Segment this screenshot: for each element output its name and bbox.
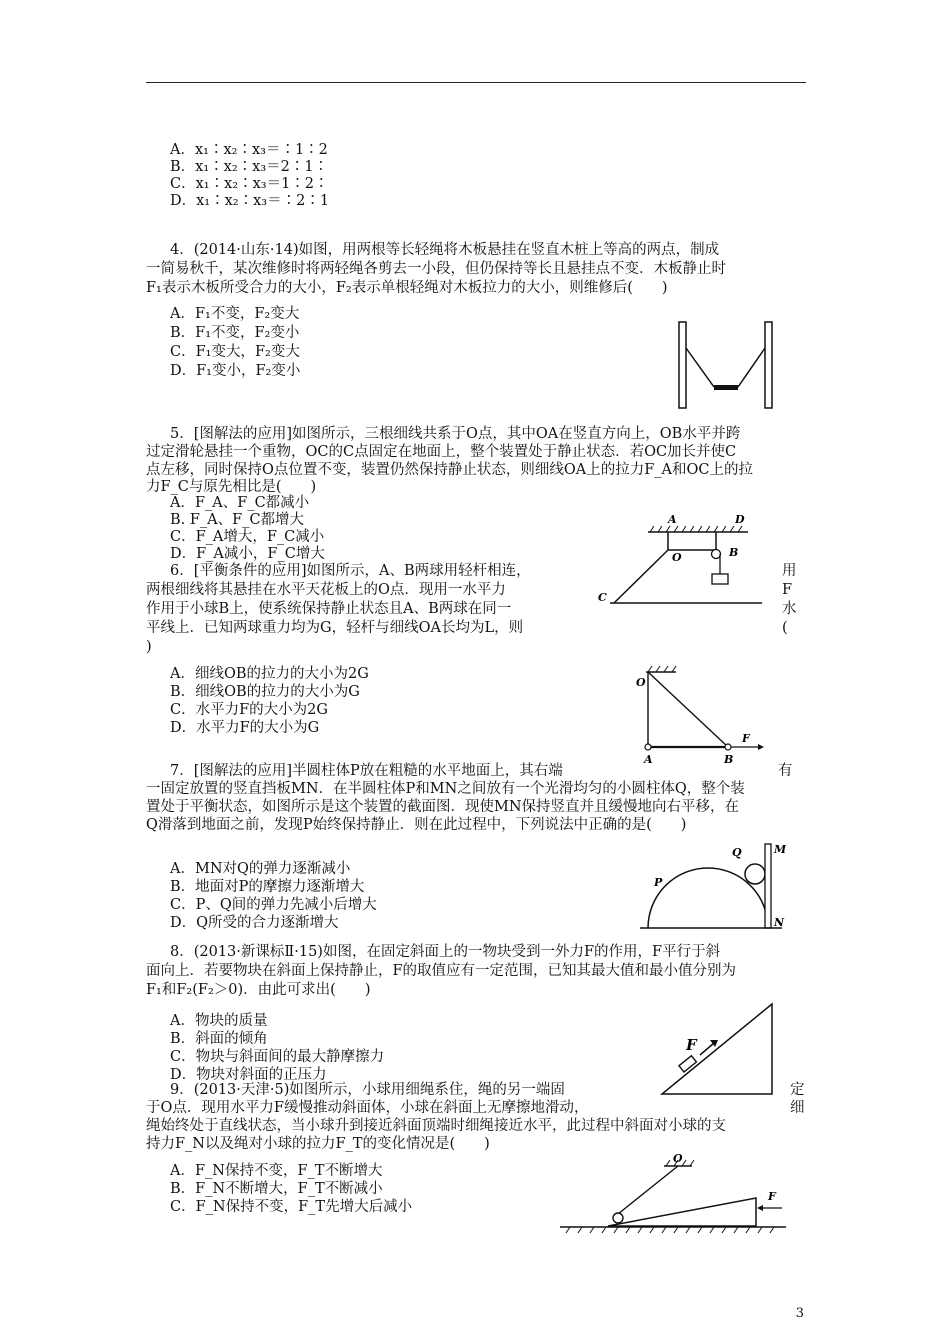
q8-label-f: F: [686, 1036, 697, 1054]
q9-label-o: O: [673, 1152, 683, 1165]
q3-option-b: B．x₁∶x₂∶x₃＝2∶1∶: [170, 159, 329, 175]
q6-label-b: B: [724, 753, 734, 766]
q6-option-b: B．细线OB的拉力的大小为G: [170, 684, 360, 700]
q7-label-n: N: [774, 916, 785, 929]
q4-line-3: F₁表示木板所受合力的大小，F₂表示单根轻绳对木板拉力的大小，则维修后( ): [146, 280, 668, 296]
q3-option-c: C．x₁∶x₂∶x₃＝1∶2∶: [170, 176, 329, 192]
q9-option-b: B．F_N不断增大，F_T不断减小: [170, 1181, 383, 1197]
q3-option-d: D．x₁∶x₂∶x₃＝∶2∶1: [170, 193, 330, 209]
q5-label-o: O: [672, 551, 682, 564]
q9-line-3: 绳始终处于直线状态，当小球升到接近斜面顶端时细绳接近水平，此过程中斜面对小球的支: [146, 1118, 726, 1134]
q9-label-f: F: [768, 1190, 776, 1203]
q7-line-2: 一固定放置的竖直挡板MN．在半圆柱体P和MN之间放有一个光滑均匀的小圆柱体Q，整个装: [146, 781, 745, 797]
q6-right-3: 水: [782, 601, 797, 617]
q8-option-d: D．物块对斜面的正压力: [170, 1067, 327, 1083]
q7-line-1-right: 有: [778, 763, 793, 779]
q9-option-c: C．F_N保持不变，F_T先增大后减小: [170, 1199, 413, 1215]
q4-swing-figure: [672, 318, 780, 412]
q9-line-1: 9．(2013·天津·5)如图所示，小球用细绳系住，绳的另一端固: [170, 1082, 565, 1098]
q9-line-4: 持力F_N以及绳对小球的拉力F_T的变化情况是( ): [146, 1136, 490, 1152]
q7-line-3: 置处于平衡状态，如图所示是这个装置的截面图．现使MN保持竖直并且缓慢地向右平移，在: [146, 799, 740, 815]
q4-option-c: C．F₁变大，F₂变大: [170, 344, 300, 360]
q7-option-c: C．P、Q间的弹力先减小后增大: [170, 897, 377, 913]
q7-option-d: D．Q所受的合力逐渐增大: [170, 915, 339, 931]
q7-label-m: M: [774, 843, 786, 856]
q6-label-o: O: [636, 676, 646, 689]
q6-balls-figure: [630, 662, 770, 766]
q4-option-b: B．F₁不变，F₂变小: [170, 325, 300, 341]
q9-line-2: 于O点．现用水平力F缓慢推动斜面体，小球在斜面上无摩擦地滑动，: [146, 1100, 589, 1116]
q5-line-3: 点左移，同时保持O点位置不变，装置仍然保持静止状态，则细线OA上的拉力F_A和OC上的拉: [146, 462, 754, 478]
q6-right-1: 用: [782, 563, 797, 579]
q4-line-2: 一简易秋千，某次维修时将两轻绳各剪去一小段，但仍保持等长且悬挂点不变．木板静止时: [146, 261, 726, 277]
q5-label-c: C: [598, 591, 607, 604]
q7-label-q: Q: [732, 846, 742, 859]
q9-option-a: A．F_N保持不变，F_T不断增大: [170, 1163, 383, 1179]
q7-option-b: B．地面对P的摩擦力逐渐增大: [170, 879, 365, 895]
q7-line-1: 7．[图解法的应用]半圆柱体P放在粗糙的水平地面上，其右端: [170, 763, 563, 779]
q6-line-3: 作用于小球B上，使系统保持静止状态且A、B两球在同一: [146, 601, 512, 617]
q6-option-d: D．水平力F的大小为G: [170, 720, 320, 736]
q6-right-4: (: [782, 620, 788, 636]
q6-right-2: F: [782, 582, 793, 598]
q8-line-3: F₁和F₂(F₂＞0)．由此可求出( ): [146, 982, 371, 998]
q6-line-2: 两根细线将其悬挂在水平天花板上的O点．现用一水平力: [146, 582, 506, 598]
page-number: 3: [795, 1306, 804, 1321]
q6-label-f: F: [742, 732, 750, 745]
q4-line-1: 4．(2014·山东·14)如图，用两根等长轻绳将木板悬挂在竖直木桩上等高的两点，制成: [170, 242, 720, 258]
q7-cylinder-figure: [636, 820, 786, 932]
q5-pulley-figure: [592, 510, 768, 610]
q6-line-1: 6．[平衡条件的应用]如图所示，A、B两球用轻杆相连，: [170, 563, 531, 579]
q5-option-c: C．F_A增大，F_C减小: [170, 529, 325, 545]
q5-line-2: 过定滑轮悬挂一个重物，OC的C点固定在地面上，整个装置处于静止状态．若OC加长并使C: [146, 444, 737, 460]
q8-line-2: 面向上．若要物块在斜面上保持静止，F的取值应有一定范围，已知其最大值和最小值分别为: [146, 963, 737, 979]
q7-line-4: Q滑落到地面之前，发现P始终保持静止．则在此过程中，下列说法中正确的是( ): [146, 817, 687, 833]
q4-option-a: A．F₁不变，F₂变大: [170, 306, 300, 322]
q5-line-1: 5．[图解法的应用]如图所示，三根细线共系于O点，其中OA在竖直方向上，OB水平并跨: [170, 426, 741, 442]
q8-option-b: B．斜面的倾角: [170, 1031, 268, 1047]
q5-option-b: B. F_A、F_C都增大: [170, 512, 305, 528]
q6-line-5: ): [146, 639, 152, 655]
q5-label-b: B: [729, 546, 739, 559]
q8-option-a: A．物块的质量: [170, 1013, 268, 1029]
q7-label-p: P: [654, 876, 663, 889]
q5-option-a: A．F_A、F_C都减小: [170, 495, 310, 511]
q8-option-c: C．物块与斜面间的最大静摩擦力: [170, 1049, 385, 1065]
q9-line-2-right: 细: [790, 1100, 805, 1116]
q8-line-1: 8．(2013·新课标Ⅱ·15)如图，在固定斜面上的一物块受到一外力F的作用，F平行于斜: [170, 944, 721, 960]
q6-option-c: C．水平力F的大小为2G: [170, 702, 328, 718]
q6-label-a: A: [644, 753, 653, 766]
q6-option-a: A．细线OB的拉力的大小为2G: [170, 666, 369, 682]
q5-line-4: 力F_C与原先相比是( ): [146, 479, 317, 495]
q7-option-a: A．MN对Q的弹力逐渐减小: [170, 861, 351, 877]
header-rule: [146, 82, 806, 83]
q9-slope-figure: [560, 1150, 790, 1234]
q3-option-a: A．x₁∶x₂∶x₃＝∶1∶2: [170, 142, 328, 158]
q6-line-4: 平线上．已知两球重力均为G，轻杆与细线OA长均为L，则: [146, 620, 524, 636]
q5-label-a: A: [668, 513, 677, 526]
q4-option-d: D．F₁变小，F₂变小: [170, 363, 301, 379]
q5-label-d: D: [735, 513, 745, 526]
q8-incline-figure: [656, 1000, 780, 1100]
q5-option-d: D．F_A减小，F_C增大: [170, 546, 325, 562]
q9-line-1-right: 定: [790, 1082, 805, 1098]
